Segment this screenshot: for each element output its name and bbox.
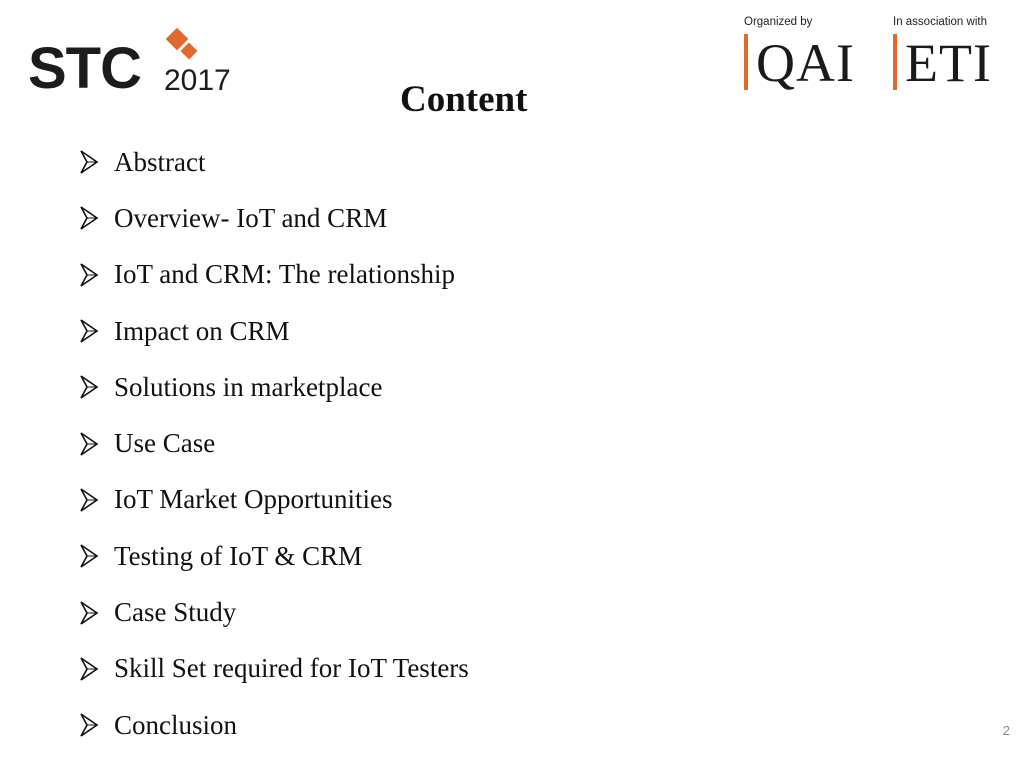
agenda-item	[78, 247, 469, 303]
arrowhead-bullet-icon	[78, 203, 114, 233]
svg-text:STC: STC	[28, 36, 141, 94]
agenda-item	[78, 190, 469, 246]
agenda-item-label: IoT and CRM: The relationship	[114, 259, 455, 290]
agenda-item-label: Impact on CRM	[114, 315, 290, 346]
arrowhead-bullet-icon	[78, 260, 114, 290]
svg-text:2017: 2017	[164, 64, 231, 94]
arrowhead-bullet-icon	[78, 541, 114, 571]
agenda-item-label: Overview- IoT and CRM	[114, 202, 388, 233]
organizer-logo	[744, 16, 884, 96]
agenda-item-label: Solutions in marketplace	[114, 371, 383, 402]
agenda-item-label: IoT Market Opportunities	[114, 484, 393, 515]
agenda-item	[78, 528, 469, 584]
slide-title: Content	[400, 79, 528, 120]
agenda-item	[78, 584, 469, 640]
organizer-accent-bar	[744, 34, 748, 90]
arrowhead-bullet-icon	[78, 316, 114, 346]
arrowhead-bullet-icon	[78, 372, 114, 402]
partner-logo	[893, 16, 1013, 96]
partner-accent-bar	[893, 34, 897, 90]
agenda-item-label: Testing of IoT & CRM	[114, 540, 363, 571]
agenda-item	[78, 472, 469, 528]
arrowhead-bullet-icon	[78, 654, 114, 684]
agenda-item	[78, 415, 469, 471]
agenda-item	[78, 303, 469, 359]
agenda-list	[78, 134, 469, 753]
stc-2017-logo	[28, 28, 252, 94]
organizer-name: QAI	[756, 33, 855, 93]
agenda-item-label: Case Study	[114, 597, 237, 628]
agenda-item	[78, 641, 469, 697]
arrowhead-bullet-icon	[78, 429, 114, 459]
agenda-item	[78, 134, 469, 190]
arrowhead-bullet-icon	[78, 485, 114, 515]
agenda-item	[78, 359, 469, 415]
agenda-item	[78, 697, 469, 753]
arrowhead-bullet-icon	[78, 147, 114, 177]
partner-name: ETI	[905, 33, 992, 93]
arrowhead-bullet-icon	[78, 710, 114, 740]
agenda-item-label: Skill Set required for IoT Testers	[114, 653, 469, 684]
page-number: 2	[1002, 723, 1010, 738]
organizer-caption: Organized by	[744, 16, 813, 28]
stc-2017-logo-mark	[28, 28, 252, 94]
agenda-item-label: Conclusion	[114, 709, 238, 740]
arrowhead-bullet-icon	[78, 598, 114, 628]
partner-caption: In association with	[893, 16, 987, 28]
agenda-item-label: Use Case	[114, 428, 216, 459]
agenda-item-label: Abstract	[114, 146, 206, 177]
